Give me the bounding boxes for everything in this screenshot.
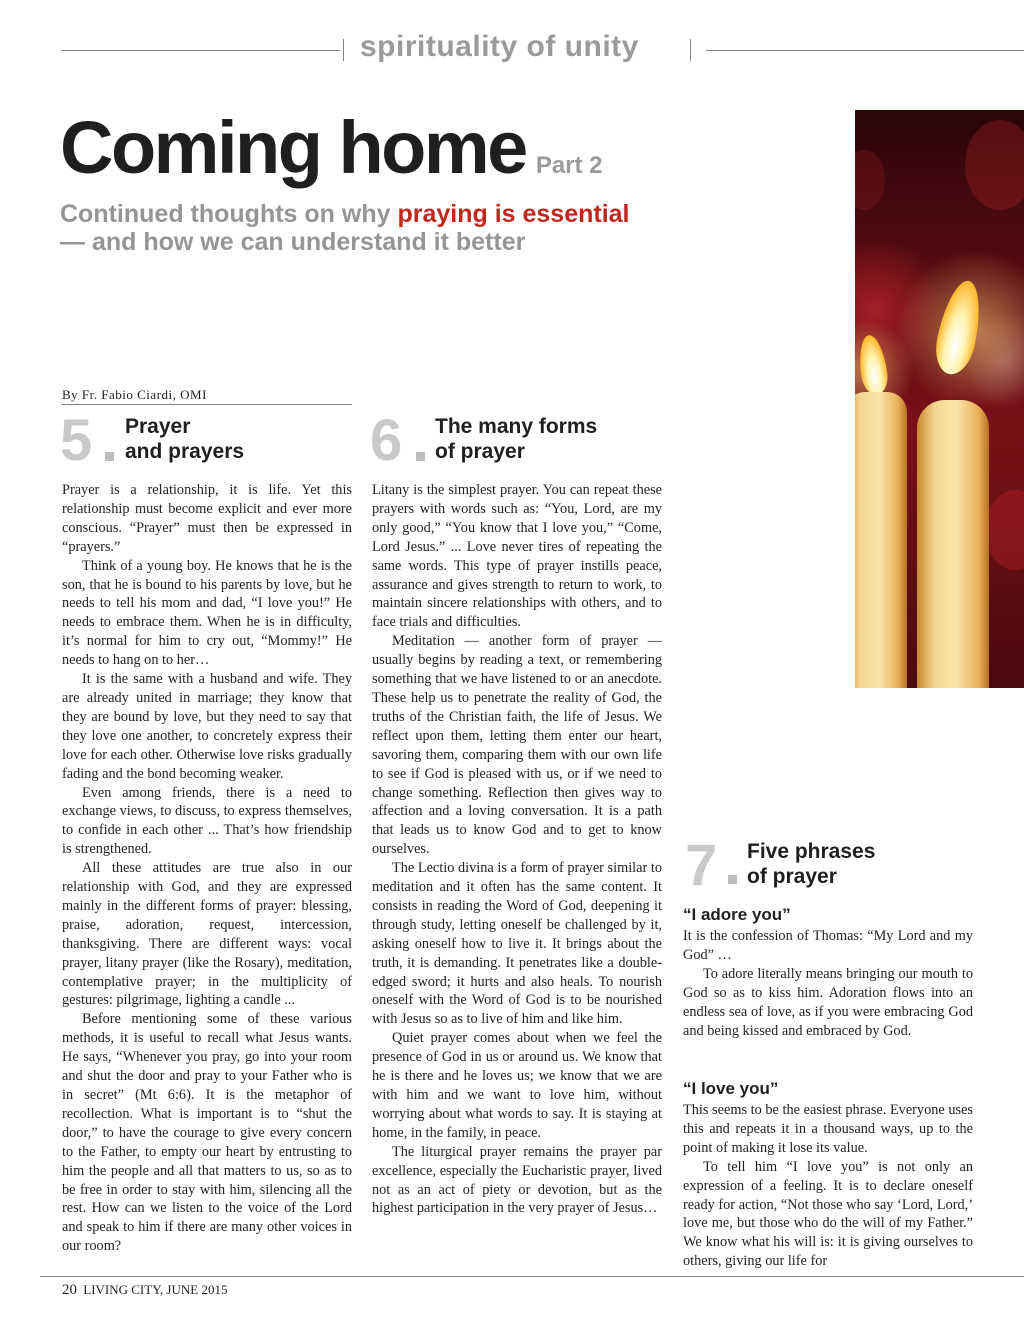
paragraph: All these attitudes are true also in our relationship with God, and they are expressed mainly in the different forms of prayer: blessing, praise, adoration, request, intercession, thanksgiving. There are different ways: vocal prayer, litany prayer (like the Rosary), meditation, contemplative prayer; in the multiplicity of gestures: pilgrimage, lighting a candle ... bbox=[62, 860, 352, 1009]
title-main: Coming home bbox=[60, 106, 526, 189]
paragraph: Think of a young boy. He knows that he is the son, that he is bound to his parents by love, but he needs to tell his mom and dad, “I love you!” He needs to embrace them. When he is in difficulty, it’s normal for him to cry out, “Mommy!” He needs to hang on to her… bbox=[62, 557, 352, 669]
paragraph: Meditation — another form of prayer — usually begins by reading a text, or remembering something that we have listened to or an anecdote. These help us to penetrate the reality of God, the truths of the Christian faith, the life of Jesus. We reflect upon them, letting them enter our heart, savoring them, comparing them with our own life to see if God is pleased with us, or if we need to change something. Reflection then gives way to affection and a loving conversation. It is a path that leads us to know God and to get to know ourselves. bbox=[372, 633, 662, 858]
paragraph: This seems to be the easiest phrase. Everyone uses this and repeats it in a thousand ways, up to the point of making it lose its value. bbox=[683, 1102, 973, 1156]
article-title bbox=[60, 108, 603, 206]
paragraph: Quiet prayer comes about when we feel the presence of God in us or around us. We know that he is there and he loves us; we know that we are with him and we want to love him, without worrying about what words to say. It is staying at home, in the family, in peace. bbox=[372, 1030, 662, 1141]
subtitle-highlight: praying is essential bbox=[397, 200, 630, 228]
section-heading: Prayer and prayers bbox=[125, 415, 245, 463]
column-3a bbox=[683, 927, 973, 1040]
article-subtitle bbox=[60, 200, 700, 256]
section-number-dot bbox=[728, 875, 737, 884]
paragraph: Even among friends, there is a need to exchange views, to discuss, to express themselves, to confide in each other ... That’s how friendship is strengthened. bbox=[62, 784, 352, 858]
section-number-dot bbox=[416, 452, 425, 461]
column-1 bbox=[62, 481, 352, 1256]
paragraph: To adore literally means bringing our mouth to God so as to kiss him. Adoration flows into an endless sea of love, as if you were embracing God and being kissed and embraced by God. bbox=[683, 965, 973, 1039]
footer-rule bbox=[40, 1276, 1024, 1277]
paragraph: Prayer is a relationship, it is life. Yet this relationship must become explicit and ever more conscious. “Prayer” must then be expressed in “prayers.” bbox=[62, 482, 352, 555]
subsection-title: “I love you” bbox=[683, 1079, 779, 1098]
candles-photo bbox=[855, 110, 1024, 688]
section-heading: The many forms of prayer bbox=[435, 415, 598, 463]
byline: By Fr. Fabio Ciardi, OMI bbox=[62, 387, 207, 402]
header-rule-tick-left bbox=[343, 39, 344, 61]
paragraph: It is the same with a husband and wife. They are already united in marriage; they know that they are bound by love, but they need to say that they love one another, to concretely express their love for each other. Otherwise love risks gradually fading and the bond becoming weaker. bbox=[62, 671, 352, 782]
paragraph: The Lectio divina is a form of prayer similar to meditation and it often has the same content. It consists in reading the Word of God, deepening it through study, letting oneself be challenged by it, asking oneself how to live it. It brings about the truth, it is demanding. It penetrates like a double-edged sword; it hurts and also heals. To nourish oneself with the Word of God is to be nourished with Jesus so as to live of him and like him. bbox=[372, 860, 662, 1028]
header-rule-left bbox=[62, 50, 340, 51]
page-footer bbox=[62, 1282, 227, 1299]
paragraph: Before mentioning some of these various methods, it is useful to recall what Jesus wants. He says, “Whenever you pray, go into your room and shut the door and pray to your Father who is in secret” (Mt 6:6). It is the metaphor of recollection. What is important is to “shut the door,” to have the courage to give every concern to the Father, to empty our heart by entrusting to him the people and all that matters to us, so as to be free in order to stay with him, silencing all the rest. How can we listen to the voice of the Lord and speak to him if there are many other voices in our room? bbox=[62, 1011, 352, 1255]
page-number: 20 bbox=[62, 1282, 77, 1298]
bokeh-light bbox=[855, 150, 885, 210]
header-rule-tick-right bbox=[690, 39, 691, 61]
section-heading: Five phrases of prayer bbox=[747, 840, 876, 888]
section-number: 7 bbox=[685, 833, 718, 898]
subsection-title: “I adore you” bbox=[683, 905, 791, 924]
candle-short bbox=[855, 392, 907, 688]
paragraph: To tell him “I love you” is not only an expression of a feeling. It is to declare oneself ready for action, “Not those who say ‘Lord, Lord,’ love me, but those who do the will of my Father.” We know what his will is: it is giving ourselves to others, giving our life for bbox=[683, 1158, 973, 1270]
candle-tall bbox=[917, 400, 989, 688]
paragraph: Litany is the simplest prayer. You can repeat these prayers with words such as: “You, Lord, are my only good,” “You know that I love you,” “Come, Lord Jesus.” ... Love never tires of repeating the same words. This type of prayer instills peace, assurance and gives strength to return to work, to maintain sincere relationships with others, and to face trials and difficulties. bbox=[372, 482, 662, 631]
bokeh-light bbox=[965, 120, 1024, 210]
paragraph: It is the confession of Thomas: “My Lord and my God” … bbox=[683, 928, 973, 963]
paragraph: The liturgical prayer remains the prayer par excellence, especially the Eucharistic prayer, lived not as an act of piety or devotion, but as the highest participation in the very prayer of Jesus… bbox=[372, 1143, 662, 1217]
publication-name: LIVING CITY, JUNE 2015 bbox=[83, 1282, 228, 1297]
section-number-dot bbox=[105, 452, 114, 461]
column-2 bbox=[372, 481, 662, 1218]
column-3b bbox=[683, 1101, 973, 1271]
section-number: 6 bbox=[370, 408, 403, 473]
byline-rule bbox=[62, 404, 352, 405]
title-part: Part 2 bbox=[535, 152, 603, 179]
header-rule-right bbox=[706, 50, 1024, 51]
subtitle-pre: Continued thoughts on why bbox=[60, 200, 398, 228]
bokeh-light bbox=[985, 490, 1024, 570]
subtitle-post: — and how we can understand it better bbox=[60, 228, 526, 256]
section-head: spirituality of unity bbox=[360, 30, 639, 63]
section-number: 5 bbox=[60, 408, 93, 473]
